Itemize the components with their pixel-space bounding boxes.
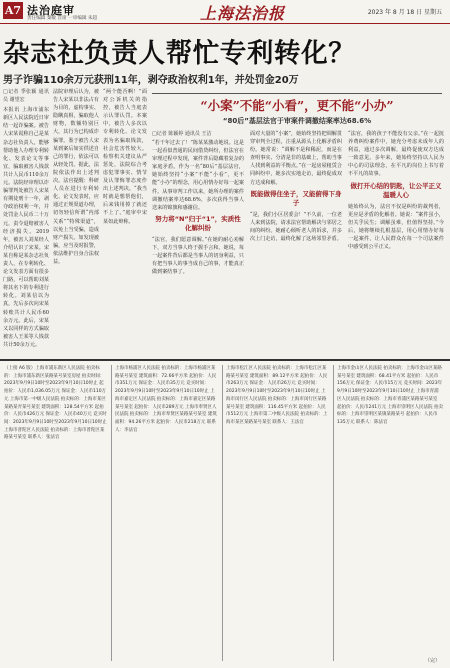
- feature-column-3: [348, 130, 444, 356]
- notice-column-2: 上海市杨浦区人民法院 拍卖标的：上海市杨浦区某路某号某室 建筑面积：72.66平方米 起拍价：人民币351万元 保证金：人民币35万元 竞买时间：2023年9月9日10时至2023年9月10日10时止 上海市嘉定区人民法院 拍卖标的：上海市嘉定区某路某号某室 起拍价：人民币289万元 上海市奉贤区人民法院 拍卖标的：上海市奉贤区某路某号某室 建筑面积：94.26平方米 起拍价：人民币218万元 联系人：李法官: [115, 366, 217, 433]
- article-column-3: [103, 88, 147, 356]
- notice-divider-2: [222, 365, 223, 661]
- issue-date: 2023 年 8 月 18 日 星期五: [367, 9, 442, 16]
- notice-column-4: 上海市金山区人民法院 拍卖标的：上海市金山区某路某号某室 建筑面积：68.41平方米 起拍价：人民币156万元 保证金：人民币15万元 竞买时间：2023年9月9日10时至2023年9月10日10时止 上海市青浦区人民法院 拍卖标的：上海市青浦区某路某号某室 起拍价：人民币241万元 上海市崇明区人民法院 拍卖标的：上海市崇明区某镇某路某号 起拍价：人民币135万元 联系人：陈法官: [337, 366, 443, 425]
- feature-subhead: “80后”基层法官于审案件调撤结案率达68.6%: [222, 117, 372, 125]
- feature-subheading-2: 既能做得住坐子，又能俯得下身子: [250, 189, 342, 207]
- feature-byline: □记者 陈颖婷 通讯员 王洁: [152, 131, 212, 137]
- newspaper-logo: 上海法治报: [200, 4, 286, 23]
- feature-headline: “小案”不能“小看”，更不能“小办”: [200, 98, 394, 113]
- notice-divider-1: [111, 365, 112, 661]
- feature-text-3b: 她始终认为，法官不仅是纠纷的裁判者，更应是矛盾的化解者。她说：“案件虽小，但关乎民生；调解虽难，但值得坚持。”今后，她将继续扎根基层，用心用情办好每一起案件，让人民群众在每一个司法案件中感受到公平正义。: [348, 203, 444, 251]
- feature-text-1: “若干年过去了！”陈某某激动地说。这是一起看似普通的民间借贷纠纷，但法官在审理过程中发现，案件背后隐藏着复杂的家庭矛盾。作为一名“80后”基层法官，她始终坚持“小案”不能“小看”，更不能“小办”的理念，用心用情办好每一起案件。从事审判工作以来，她所办理的案件调撤结案率达68.6%，多次获得当事人送来的锦旗和感谢信。: [152, 140, 244, 211]
- article-byline: □记者 季张颖 通讯员 谢望宏: [3, 89, 49, 104]
- feature-column-2: [250, 130, 342, 356]
- feature-text-1b: “法官，我们愿意调解。”在她的耐心劝解下，双方当事人终于握手言和。她说，每一起案件背后都是当事人的切身利益，只有把当事人的事当成自己的事，才能真正做到案结事了。: [152, 236, 244, 276]
- masthead: [0, 0, 450, 24]
- notices-footer: （完）: [424, 658, 440, 664]
- section-name: 法治庭审: [27, 4, 75, 17]
- feature-subheading-3: 做打开心结的钥匙，让公平正义温暖人心: [350, 181, 442, 199]
- editors-line: 责任编辑 秦敏 首席 一审编辑 朱超: [27, 16, 98, 21]
- article-column-2: [53, 88, 99, 356]
- article-column-1: [3, 88, 49, 356]
- article-subhead: 男子诈骗110余万元获刑11年，剥夺政治权利1年，并处罚金20万: [3, 75, 299, 86]
- page-number: A7: [4, 4, 22, 17]
- article-text-1: 本报讯 上海市浦东新区人民法院近日审结一起诈骗案。被告人宋某谎称自己是某杂志社负责人，能够帮助他人办理专利转化、发表论文等事宜，骗取被害人钱款共计人民币110余万元。法院经审理以诈骗罪判处被告人宋某有期徒刑十一年，剥夺政治权利一年，并处罚金人民币二十万元，责令退赔被害人经济损失。2019年，被害人刘某经人介绍认识了宋某。宋某自称是某杂志社负责人，在专利转化、论文发表方面有很多门路，可以帮助刘某将其名下的专利进行转化。刘某信以为真，先后多次向宋某转账共计人民币60余万元。此后，宋某又以同样的方式骗取被害人王某等人钱款共计50余万元。: [3, 107, 49, 348]
- notice-divider-3: [333, 365, 334, 661]
- feature-text-2b: “是，我们小区居委会！”不久前，一位老人来到法院，请求法官帮助解决与邻居之间的纠纷。她耐心倾听老人的诉求，并多次上门走访，最终化解了这场邻里矛盾。: [250, 211, 342, 242]
- feature-text-3: “法官，我的孩子不能没有父亲。”在一起抚养费纠纷案件中，她充分考虑未成年人的利益，通过多次调解，最终促使双方达成一致意见。多年来，她始终坚持以人民为中心的司法理念，在平凡的岗位上书写着不平凡的故事。: [348, 131, 444, 178]
- notice-column-1: （上接 A6 版）上海市浦东新区人民法院 拍卖标的：上海市浦东新区某路某号某室房屋 拍卖时间：2023年9月9日10时至2023年9月10日10时止 起拍价：人民币1,036.05万元 保证金：人民币110万元 上海市第一中级人民法院 拍卖标的：上海市某区某路某弄某号某室 建筑面积：128.54平方米 起拍价：人民币426万元 保证金：人民币40万元 竞买时间：2023年9月9日10时至2023年9月10日10时止 上海市普陀区人民法院 拍卖标的：上海市普陀区某路某号某室 联系人：张法官: [4, 366, 107, 441]
- article-headline: 杂志社负责人帮忙专利转化？: [3, 38, 356, 69]
- article-text-3: “两个能否啊！”面对公诉机关的指控，被告人当庭表示认罪认罚。本案中，被告人多次以专利转化、论文发表为名骗取钱款，社会危害性较大。检察机关建议从严惩处，法院综合考虑犯罪事实、情节及认罪悔罪态度作出上述判决。“我当时就是想帮他们，后来钱用掉了就还不上了。”庭审中宋某如此辩称。: [103, 89, 147, 225]
- feature-column-1: [152, 130, 244, 356]
- feature-subheading-1: 努力将“N”归于“1”，实质性化解纠纷: [155, 214, 241, 232]
- auction-notices: [0, 359, 450, 668]
- article-text-2: 法院审理后认为，被告人宋某以非法占有为目的，虚构事实、隐瞒真相，骗取他人财物，数额特别巨大，其行为已构成诈骗罪。鉴于被告人宋某到案后如实供述自己的罪行，依法可以从轻处罚。据此，法院依法作出上述判决。法官提醒：科研人员在进行专利转化、论文发表时，应通过正规渠道办理，切勿轻信所谓“内部关系”“特殊渠道”，以免上当受骗，造成财产损失。如发现被骗，应当及时报警，依法维护自身合法权益。: [53, 89, 99, 265]
- feature-top-rule: [152, 93, 442, 94]
- feature-text-2: 面对大量的“小案”，她始终坚持把调解贯穿审判全过程，注重从源头上化解矛盾纠纷。她常说：“调解不是和稀泥，而是在查明事实、分清是非的基础上，帮助当事人找到利益的平衡点。”在一起房屋租赁合同纠纷中，她多次实地走访，最终促成双方达成和解。: [250, 131, 342, 186]
- notice-column-3: 上海市松江区人民法院 拍卖标的：上海市松江区某路某号某室 建筑面积：89.12平方米 起拍价：人民币263万元 保证金：人民币26万元 竞买时间：2023年9月9日10时至2023年9月10日10时止 上海市闵行区人民法院 拍卖标的：上海市闵行区某路某号某室 建筑面积：116.45平方米 起拍价：人民币512万元 上海市第二中级人民法院 拍卖标的：上海市某区某路某号某室 联系人：王法官: [226, 366, 328, 425]
